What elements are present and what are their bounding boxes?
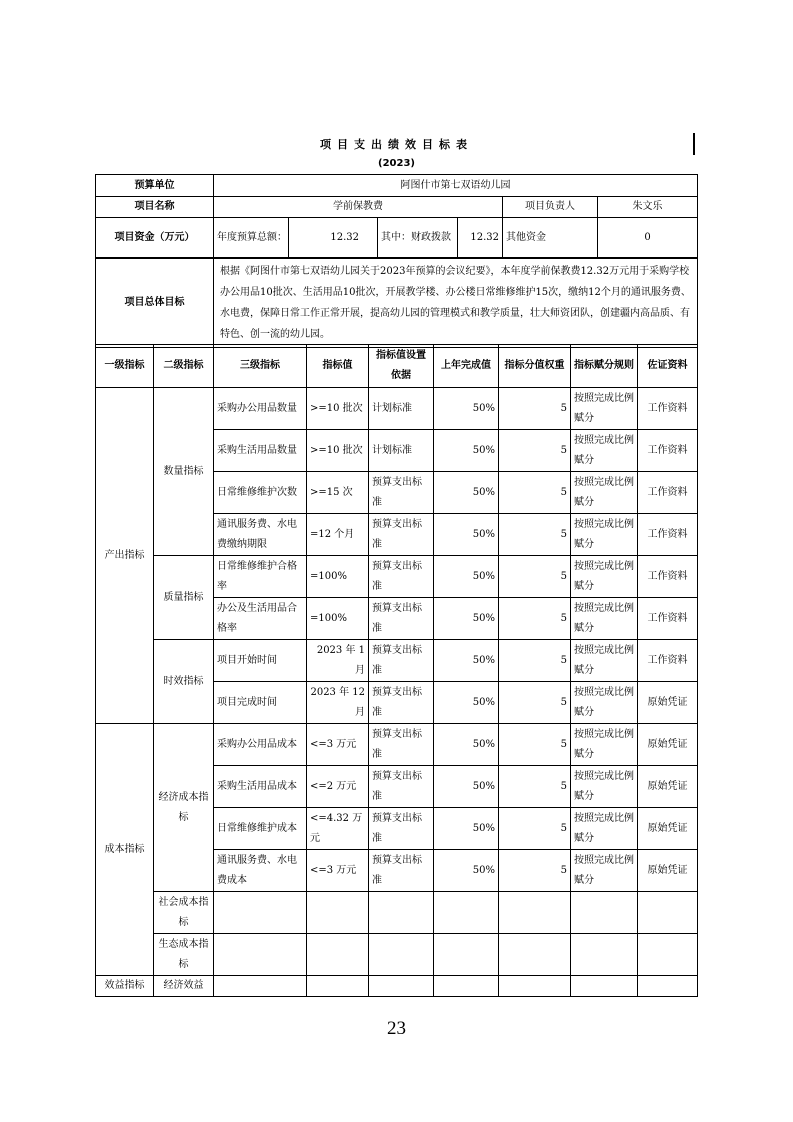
indicator-name: 办公及生活用品合格率 bbox=[214, 598, 307, 640]
indicator-value: 2023 年 12 月 bbox=[307, 682, 369, 724]
indicator-weight: 5 bbox=[499, 640, 571, 682]
indicator-rule: 按照完成比例赋分 bbox=[571, 598, 638, 640]
group-benefit: 效益指标 bbox=[96, 976, 154, 997]
indicator-name: 日常维修维护次数 bbox=[214, 472, 307, 514]
indicator-weight: 5 bbox=[499, 724, 571, 766]
header-rule: 指标赋分规则 bbox=[571, 345, 638, 388]
header-basis: 指标值设置依据 bbox=[369, 345, 434, 388]
indicator-last: 50% bbox=[434, 598, 499, 640]
indicator-weight: 5 bbox=[499, 430, 571, 472]
indicator-rule: 按照完成比例赋分 bbox=[571, 640, 638, 682]
indicator-weight: 5 bbox=[499, 388, 571, 430]
indicator-last: 50% bbox=[434, 430, 499, 472]
indicator-name: 采购生活用品成本 bbox=[214, 766, 307, 808]
header-evidence: 佐证资料 bbox=[638, 345, 698, 388]
indicator-last: 50% bbox=[434, 724, 499, 766]
indicator-evidence: 工作资料 bbox=[638, 472, 698, 514]
other-funds-label: 其他资金 bbox=[503, 218, 598, 258]
table-row bbox=[96, 976, 698, 997]
indicator-name: 项目完成时间 bbox=[214, 682, 307, 724]
indicator-evidence: 工作资料 bbox=[638, 388, 698, 430]
indicator-basis: 预算支出标准 bbox=[369, 808, 434, 850]
indicator-basis: 预算支出标准 bbox=[369, 682, 434, 724]
indicator-table bbox=[95, 344, 698, 997]
funds-label: 项目资金（万元） bbox=[96, 218, 214, 258]
table-row bbox=[96, 640, 698, 682]
indicator-name: 项目开始时间 bbox=[214, 640, 307, 682]
header-weight: 指标分值权重 bbox=[499, 345, 571, 388]
indicator-last: 50% bbox=[434, 472, 499, 514]
indicator-value: <=3 万元 bbox=[307, 724, 369, 766]
indicator-basis: 预算支出标准 bbox=[369, 598, 434, 640]
indicator-basis: 预算支出标准 bbox=[369, 640, 434, 682]
indicator-basis: 预算支出标准 bbox=[369, 850, 434, 892]
indicator-basis: 预算支出标准 bbox=[369, 556, 434, 598]
indicator-rule: 按照完成比例赋分 bbox=[571, 724, 638, 766]
goal-text: 根据《阿图什市第七双语幼儿园关于2023年预算的会议纪要》，本年度学前保教费12.32万元用于采购学校办公用品10批次、生活用品10批次，开展教学楼、办公楼日常维修维护15次，缴纳12个月的通讯服务费、水电费，保障日常工作正常开展，提高幼儿园的管理模式和教学质量，壮大师资团队，创建疆内高品质、有特色、创一流的幼儿园。 bbox=[214, 259, 698, 348]
owner-label: 项目负责人 bbox=[503, 197, 598, 218]
document-year: (2023) bbox=[378, 158, 415, 169]
header-level2: 二级指标 bbox=[154, 345, 214, 388]
fiscal-label: 其中：财政拨款 bbox=[378, 218, 458, 258]
header-level1: 一级指标 bbox=[96, 345, 154, 388]
indicator-evidence: 原始凭证 bbox=[638, 724, 698, 766]
table-row bbox=[96, 934, 698, 976]
indicator-value: =100% bbox=[307, 556, 369, 598]
project-value: 学前保教费 bbox=[214, 197, 503, 218]
indicator-weight: 5 bbox=[499, 850, 571, 892]
indicator-rule: 按照完成比例赋分 bbox=[571, 430, 638, 472]
indicator-value: =12 个月 bbox=[307, 514, 369, 556]
group-social-cost: 社会成本指标 bbox=[154, 892, 214, 934]
unit-value: 阿图什市第七双语幼儿园 bbox=[214, 175, 698, 197]
indicator-value: <=2 万元 bbox=[307, 766, 369, 808]
group-eco-cost: 生态成本指标 bbox=[154, 934, 214, 976]
indicator-weight: 5 bbox=[499, 682, 571, 724]
indicator-last: 50% bbox=[434, 388, 499, 430]
indicator-last: 50% bbox=[434, 808, 499, 850]
goal-table bbox=[95, 258, 698, 348]
group-output: 产出指标 bbox=[96, 388, 154, 724]
indicator-evidence: 原始凭证 bbox=[638, 682, 698, 724]
info-table bbox=[95, 174, 698, 258]
group-economic-benefit: 经济效益 bbox=[154, 976, 214, 997]
indicator-evidence: 工作资料 bbox=[638, 598, 698, 640]
indicator-weight: 5 bbox=[499, 472, 571, 514]
indicator-value: >=10 批次 bbox=[307, 388, 369, 430]
margin-line bbox=[693, 133, 695, 155]
group-timeliness: 时效指标 bbox=[154, 640, 214, 724]
indicator-value: >=15 次 bbox=[307, 472, 369, 514]
annual-budget-label: 年度预算总额： bbox=[214, 218, 289, 258]
indicator-weight: 5 bbox=[499, 514, 571, 556]
unit-label: 预算单位 bbox=[96, 175, 214, 197]
indicator-evidence: 原始凭证 bbox=[638, 808, 698, 850]
indicator-evidence: 工作资料 bbox=[638, 556, 698, 598]
indicator-basis: 预算支出标准 bbox=[369, 514, 434, 556]
indicator-value: >=10 批次 bbox=[307, 430, 369, 472]
indicator-last: 50% bbox=[434, 556, 499, 598]
header-last-year: 上年完成值 bbox=[434, 345, 499, 388]
indicator-evidence: 工作资料 bbox=[638, 640, 698, 682]
header-value: 指标值 bbox=[307, 345, 369, 388]
indicator-value: 2023 年 1 月 bbox=[307, 640, 369, 682]
goal-label: 项目总体目标 bbox=[96, 259, 214, 348]
indicator-value: <=4.32 万元 bbox=[307, 808, 369, 850]
indicator-rule: 按照完成比例赋分 bbox=[571, 682, 638, 724]
indicator-evidence: 工作资料 bbox=[638, 514, 698, 556]
indicator-last: 50% bbox=[434, 766, 499, 808]
table-row bbox=[96, 556, 698, 598]
indicator-basis: 预算支出标准 bbox=[369, 766, 434, 808]
indicator-basis: 计划标准 bbox=[369, 388, 434, 430]
indicator-basis: 预算支出标准 bbox=[369, 472, 434, 514]
other-funds-value: 0 bbox=[598, 218, 698, 258]
indicator-basis: 计划标准 bbox=[369, 430, 434, 472]
indicator-rule: 按照完成比例赋分 bbox=[571, 850, 638, 892]
group-quality: 质量指标 bbox=[154, 556, 214, 640]
indicator-name: 采购生活用品数量 bbox=[214, 430, 307, 472]
indicator-name: 采购办公用品成本 bbox=[214, 724, 307, 766]
fiscal-value: 12.32 bbox=[458, 218, 503, 258]
indicator-rule: 按照完成比例赋分 bbox=[571, 388, 638, 430]
project-label: 项目名称 bbox=[96, 197, 214, 218]
indicator-evidence: 原始凭证 bbox=[638, 766, 698, 808]
indicator-rule: 按照完成比例赋分 bbox=[571, 472, 638, 514]
indicator-weight: 5 bbox=[499, 808, 571, 850]
indicator-last: 50% bbox=[434, 682, 499, 724]
indicator-rule: 按照完成比例赋分 bbox=[571, 514, 638, 556]
indicator-rule: 按照完成比例赋分 bbox=[571, 766, 638, 808]
indicator-rule: 按照完成比例赋分 bbox=[571, 556, 638, 598]
indicator-name: 采购办公用品数量 bbox=[214, 388, 307, 430]
indicator-evidence: 原始凭证 bbox=[638, 850, 698, 892]
header-level3: 三级指标 bbox=[214, 345, 307, 388]
indicator-name: 日常维修维护成本 bbox=[214, 808, 307, 850]
indicator-value: =100% bbox=[307, 598, 369, 640]
owner-value: 朱文乐 bbox=[598, 197, 698, 218]
indicator-last: 50% bbox=[434, 514, 499, 556]
group-quantity: 数量指标 bbox=[154, 388, 214, 556]
table-row bbox=[96, 892, 698, 934]
page-number: 23 bbox=[387, 1018, 406, 1039]
group-economic-cost: 经济成本指标 bbox=[154, 724, 214, 892]
indicator-weight: 5 bbox=[499, 766, 571, 808]
document-title: 项目支出绩效目标表 bbox=[320, 138, 473, 151]
group-cost: 成本指标 bbox=[96, 724, 154, 976]
indicator-name: 通讯服务费、水电费缴纳期限 bbox=[214, 514, 307, 556]
indicator-weight: 5 bbox=[499, 598, 571, 640]
indicator-value: <=3 万元 bbox=[307, 850, 369, 892]
indicator-name: 日常维修维护合格率 bbox=[214, 556, 307, 598]
indicator-weight: 5 bbox=[499, 556, 571, 598]
indicator-name: 通讯服务费、水电费成本 bbox=[214, 850, 307, 892]
indicator-last: 50% bbox=[434, 640, 499, 682]
indicator-rule: 按照完成比例赋分 bbox=[571, 808, 638, 850]
table-row bbox=[96, 388, 698, 430]
table-row bbox=[96, 724, 698, 766]
indicator-evidence: 工作资料 bbox=[638, 430, 698, 472]
indicator-basis: 预算支出标准 bbox=[369, 724, 434, 766]
indicator-last: 50% bbox=[434, 850, 499, 892]
annual-budget-value: 12.32 bbox=[289, 218, 378, 258]
